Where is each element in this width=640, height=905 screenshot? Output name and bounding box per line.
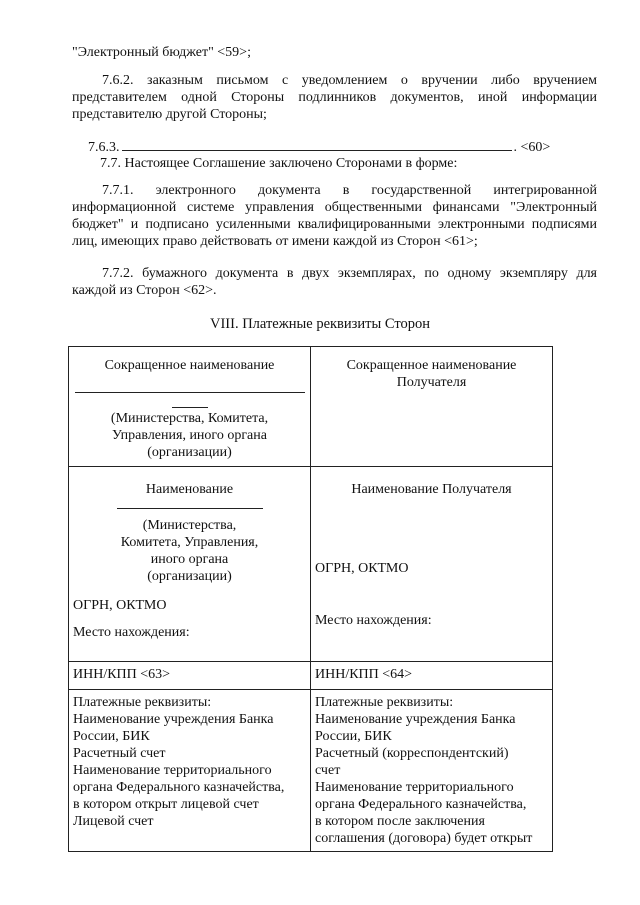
right-inn-cell <box>311 662 553 690</box>
clause-7-6-3 <box>88 138 550 156</box>
left-payment-line: в котором открыт лицевой счет <box>73 797 259 812</box>
left-name-note: (Министерства, Комитета, Управления, иного органа (организации) <box>120 518 259 584</box>
right-payment-line: России, БИК <box>315 729 392 744</box>
right-payment-line: Наименование территориального <box>315 780 514 795</box>
clause-7-6-3-number: 7.6.3. <box>88 140 120 155</box>
left-inn-label: ИНН/КПП <63> <box>73 667 171 682</box>
left-name-cell <box>69 467 311 662</box>
right-name-label: Наименование Получателя <box>351 482 512 497</box>
table-row <box>69 662 553 690</box>
left-payment-line: Расчетный счет <box>73 746 166 761</box>
table-row <box>69 347 553 467</box>
right-inn-label: ИНН/КПП <64> <box>315 667 413 682</box>
section-heading: VIII. Платежные реквизиты Сторон <box>210 316 430 332</box>
left-payment-line: органа Федерального казначейства, <box>73 780 285 795</box>
right-payment-line: в котором после заключения <box>315 814 485 829</box>
right-payment-line: Платежные реквизиты: <box>315 695 454 710</box>
right-short-name-cell <box>311 347 553 467</box>
text-line-budget: "Электронный бюджет" <59>; <box>72 45 251 60</box>
right-name-cell <box>311 467 553 662</box>
right-payment-line: соглашения (договора) будет открыт <box>315 831 533 846</box>
blank-line <box>75 374 305 393</box>
right-payment-line: Наименование учреждения Банка <box>315 712 516 727</box>
clause-7-7-2: 7.7.2. бумажного документа в двух экземплярах, по одному экземпляру для каждой из Сторон <62>. <box>72 266 597 298</box>
left-payment-line: России, БИК <box>73 729 150 744</box>
table-row <box>69 690 553 852</box>
right-payment-line: Расчетный (корреспондентский) <box>315 746 509 761</box>
requisites-table <box>68 346 553 852</box>
clause-7-6-3-tail: . <60> <box>513 140 551 155</box>
right-short-name-label: Сокращенное наименование Получателя <box>346 358 517 390</box>
blank-line-short <box>172 393 208 408</box>
left-inn-cell <box>69 662 311 690</box>
right-payment-line: органа Федерального казначейства, <box>315 797 527 812</box>
fill-line <box>122 138 512 151</box>
blank-line <box>117 498 263 509</box>
left-payment-cell <box>69 690 311 852</box>
clause-7-7: 7.7. Настоящее Соглашение заключено Сторонами в форме: <box>100 156 458 171</box>
left-name-label: Наименование <box>145 482 234 497</box>
right-location-label: Место нахождения: <box>315 613 432 628</box>
left-location-label: Место нахождения: <box>73 625 190 640</box>
clause-7-7-1: 7.7.1. электронного документа в государственной интегрированной информационной системе управления общественными финансами "Электронный бюджет" и подписано усиленными квалифицированными электронными подписями лиц, имеющих право действовать от имени каждой из Сторон <61>; <box>72 183 597 249</box>
left-short-name-cell <box>69 347 311 467</box>
left-org-note: (Министерства, Комитета, Управления, иного органа (организации) <box>110 411 269 460</box>
clause-7-6-2: 7.6.2. заказным письмом с уведомлением о вручении либо вручением представителем одной Стороны подлинников документов, иной информации представителю другой Стороны; <box>72 73 597 122</box>
left-payment-line: Платежные реквизиты: <box>73 695 212 710</box>
right-payment-cell <box>311 690 553 852</box>
right-ogrn-label: ОГРН, ОКТМО <box>315 561 409 576</box>
left-ogrn-label: ОГРН, ОКТМО <box>73 598 167 613</box>
left-payment-line: Лицевой счет <box>73 814 154 829</box>
table-row <box>69 467 553 662</box>
left-short-name-label: Сокращенное наименование <box>104 358 275 373</box>
right-payment-line: счет <box>315 763 341 778</box>
left-payment-line: Наименование территориального <box>73 763 272 778</box>
left-payment-line: Наименование учреждения Банка <box>73 712 274 727</box>
